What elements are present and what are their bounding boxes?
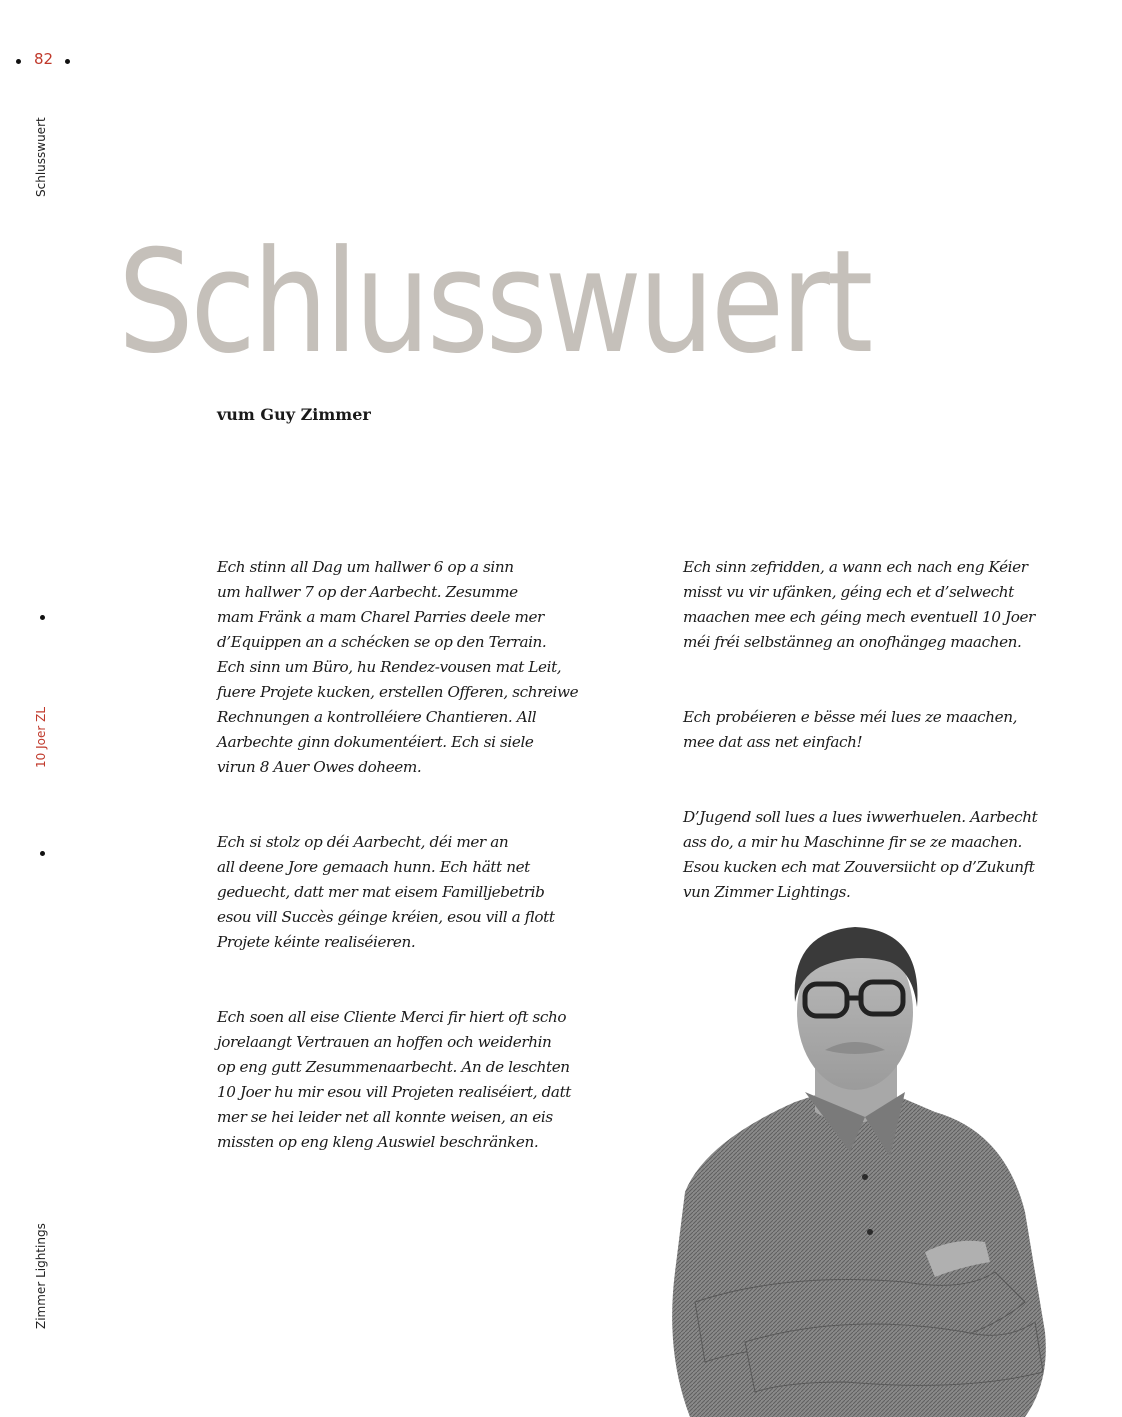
- bullet-dot: [65, 59, 70, 64]
- article-byline: vum Guy Zimmer: [217, 405, 371, 424]
- paragraph: Ech soen all eise Cliente Merci fir hiert oft scho jorelaangt Vertrauen an hoffen och weiderhin op eng gutt Zesummenaarbecht. An de leschten 10 Joer hu mir esou vill Projeten realiséiert, datt mer se hei leider net all konnte weisen, an eis missten op eng kleng Auswiel beschränken.: [217, 1008, 571, 1151]
- author-portrait: [665, 912, 1055, 1417]
- paragraph: Ech sinn zefridden, a wann ech nach eng Kéier misst vu vir ufänken, géing ech et d’selwecht maachen mee ech géing mech eventuell 10 Joer méi fréi selbstänneg an onofhängeg maachen.: [683, 558, 1035, 651]
- bullet-dot: [40, 851, 45, 856]
- paragraph: D’Jugend soll lues a lues iwwerhuelen. Aarbecht ass do, a mir hu Maschinne fir se ze maachen. Esou kucken ech mat Zouversiicht op d’Zukunft vun Zimmer Lightings.: [683, 808, 1038, 901]
- right-column: [683, 530, 1083, 955]
- page-number: 82: [34, 50, 54, 68]
- bullet-dot: [16, 59, 21, 64]
- paragraph: Ech si stolz op déi Aarbecht, déi mer an all deene Jore gemaach hunn. Ech hätt net geduecht, datt mer mat eisem Familljebetrib esou vill Succès géinge kréien, esou vill a flott Projete kéinte realiséieren.: [217, 833, 555, 951]
- paragraph: Ech probéieren e bësse méi lues ze maachen, mee dat ass net einfach!: [683, 708, 1018, 751]
- brand-label: Zimmer Lightings: [34, 1223, 48, 1329]
- section-label: Schlusswuert: [34, 117, 48, 197]
- paragraph: Ech stinn all Dag um hallwer 6 op a sinn um hallwer 7 op der Aarbecht. Zesumme mam Fränk a mam Charel Parries deele mer d’Equippen an a schécken se op den Terrain. Ech sinn um Büro, hu Rendez-vousen mat Leit, fuere Projete kucken, erstellen Offeren, schreiwe Rechnungen a kontrolléiere Chantieren. All Aarbechte ginn dokumentéiert. Ech si siele virun 8 Auer Owes doheem.: [217, 558, 579, 776]
- edition-label: 10 Joer ZL: [34, 706, 48, 768]
- left-column: [217, 530, 617, 1205]
- article-title: Schlusswuert: [118, 220, 870, 385]
- bullet-dot: [40, 615, 45, 620]
